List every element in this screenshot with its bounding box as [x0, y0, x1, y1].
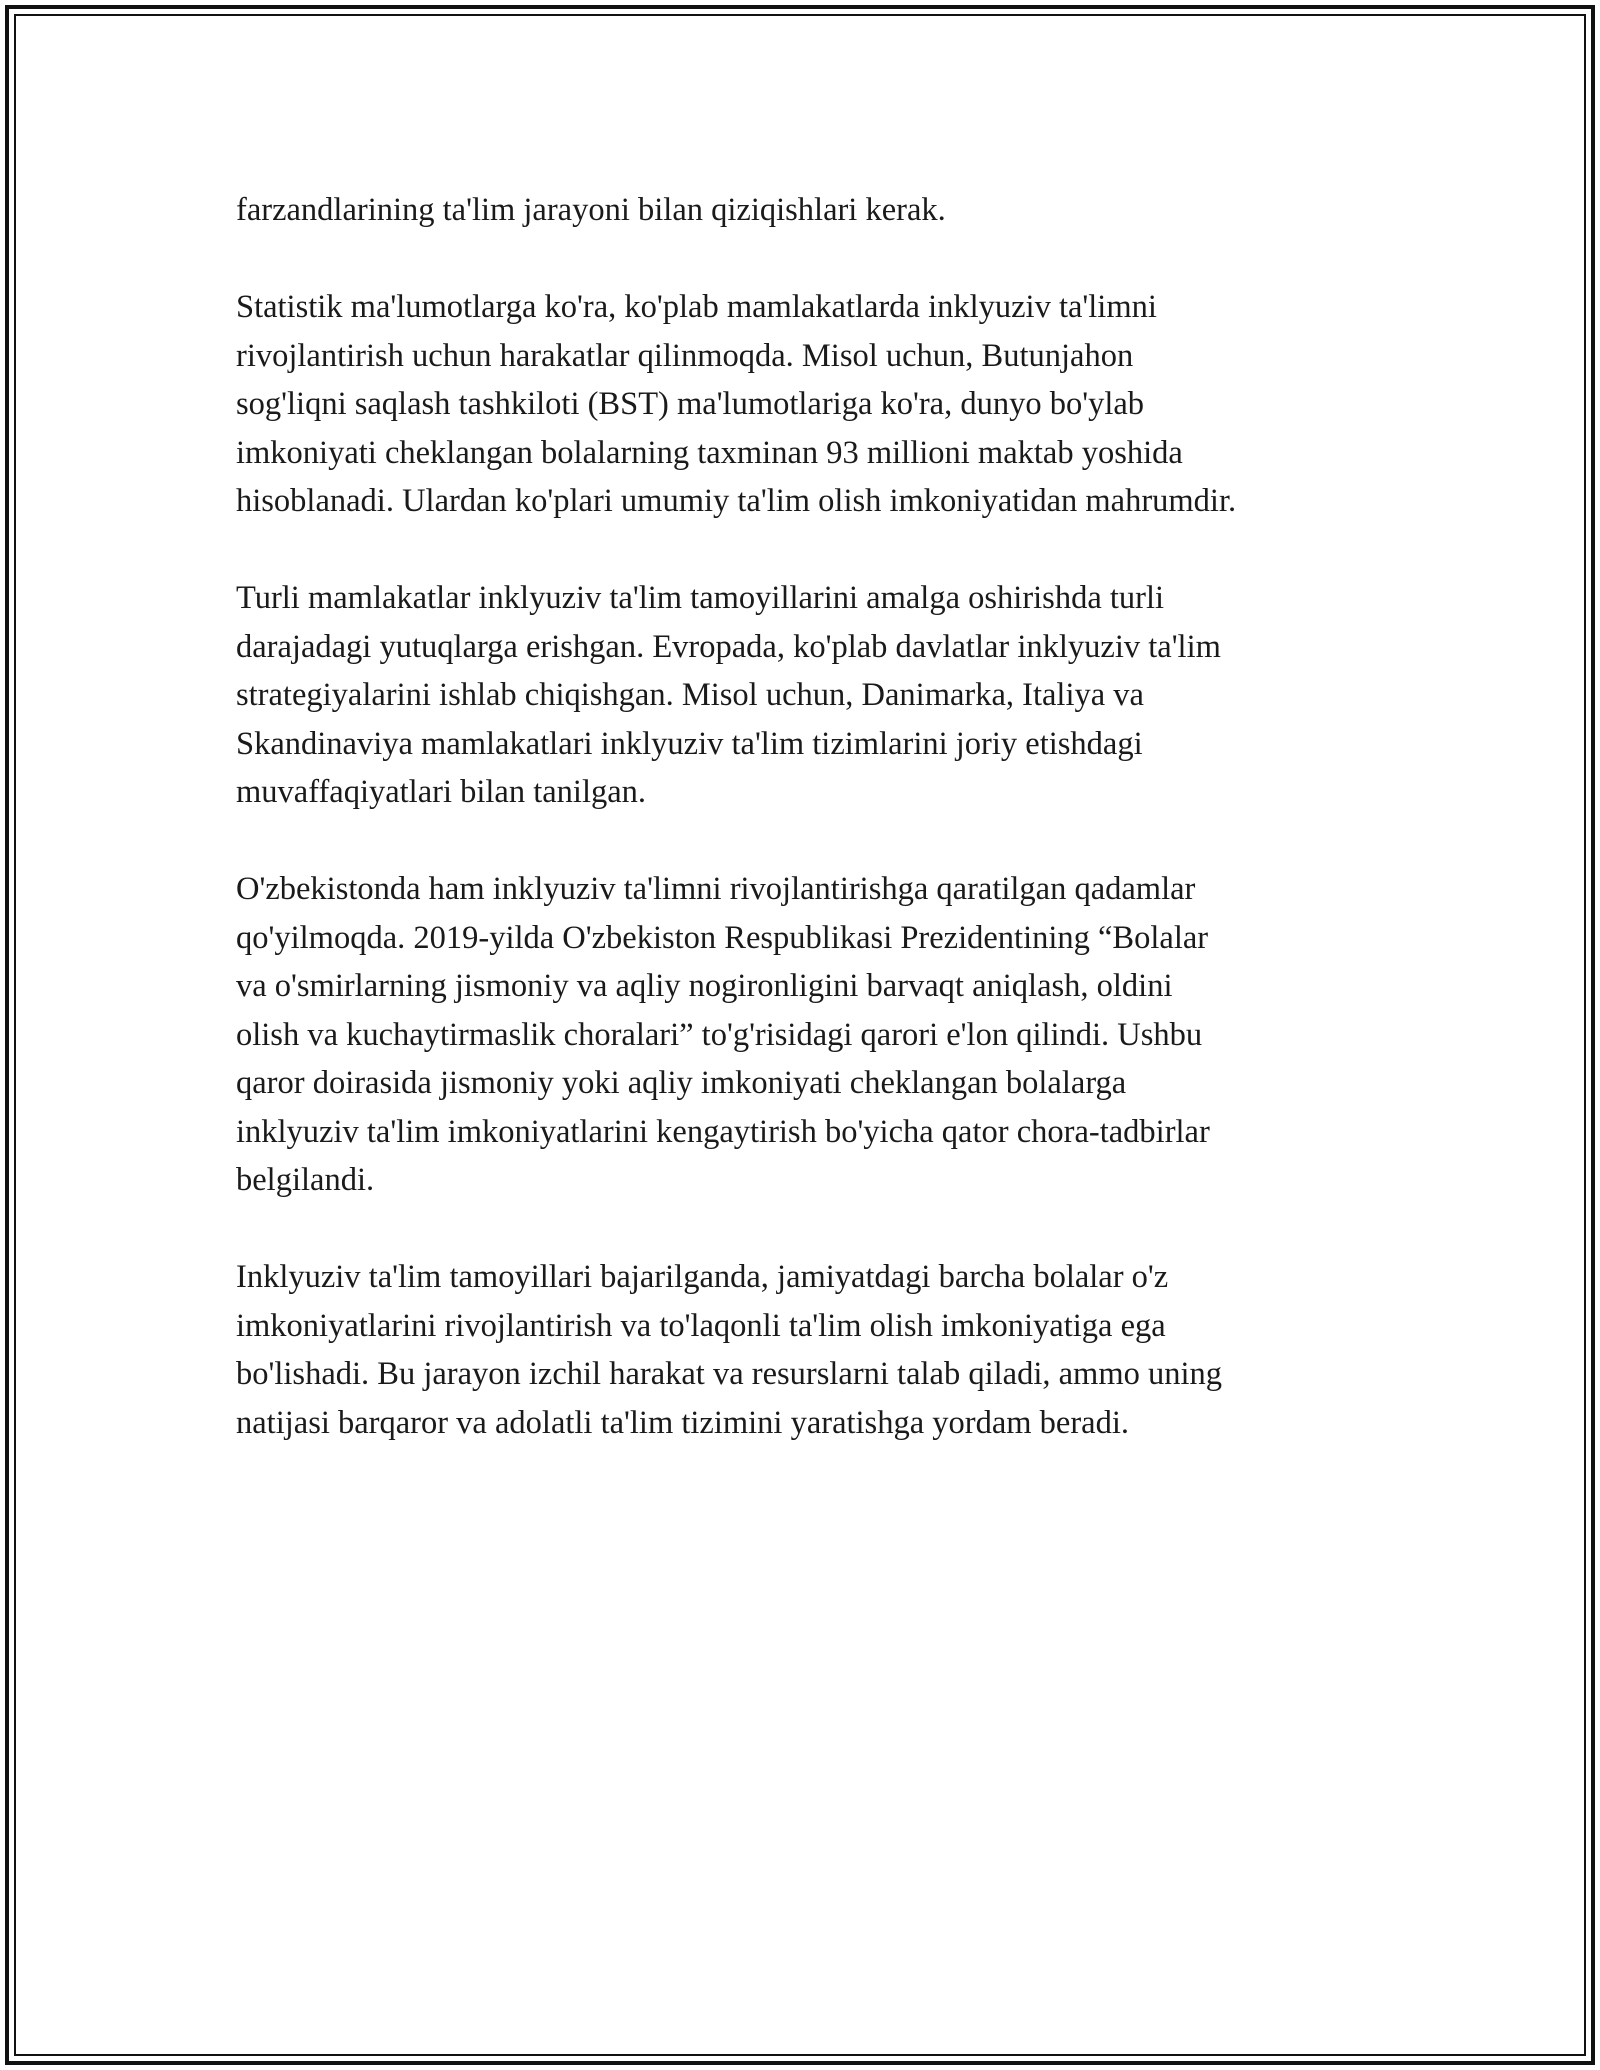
text-line: belgilandi.: [236, 1162, 375, 1198]
document-body: [236, 186, 1386, 1496]
text-line: rivojlantirish uchun harakatlar qilinmoqda. Misol uchun, Butunjahon: [236, 337, 1134, 374]
paragraph-4: [236, 865, 1386, 1205]
text-line: olish va kuchaytirmaslik choralari” to'g'risidagi qarori e'lon qilindi. Ushbu: [236, 1016, 1203, 1053]
text-line: Skandinaviya mamlakatlari inklyuziv ta'lim tizimlarini joriy etishdagi: [236, 725, 1143, 762]
paragraph-1: [236, 186, 1386, 235]
text-line: Statistik ma'lumotlarga ko'ra, ko'plab mamlakatlarda inklyuziv ta'limni: [236, 289, 1157, 325]
text-line: farzandlarining ta'lim jarayoni bilan qiziqishlari kerak.: [236, 192, 946, 228]
text-line: O'zbekistonda ham inklyuziv ta'limni rivojlantirishga qaratilgan qadamlar: [236, 871, 1196, 907]
paragraph-5: [236, 1253, 1386, 1447]
text-line: darajadagi yutuqlarga erishgan. Evropada, ko'plab davlatlar inklyuziv ta'lim: [236, 628, 1221, 665]
text-line: qo'yilmoqda. 2019-yilda O'zbekiston Respublikasi Prezidentining “Bolalar: [236, 919, 1209, 956]
text-line: imkoniyatlarini rivojlantirish va to'laqonli ta'lim olish imkoniyatiga ega: [236, 1307, 1166, 1344]
text-line: bo'lishadi. Bu jarayon izchil harakat va resurslarni talab qiladi, ammo uning: [236, 1356, 1222, 1392]
text-line: sog'liqni saqlash tashkiloti (BST) ma'lumotlariga ko'ra, dunyo bo'ylab: [236, 386, 1145, 422]
text-line: Inklyuziv ta'lim tamoyillari bajarilganda, jamiyatdagi barcha bolalar o'z: [236, 1259, 1169, 1295]
text-line: strategiyalarini ishlab chiqishgan. Misol uchun, Danimarka, Italiya va: [236, 677, 1144, 713]
text-line: va o'smirlarning jismoniy va aqliy nogironligini barvaqt aniqlash, oldini: [236, 968, 1173, 1004]
text-line: inklyuziv ta'lim imkoniyatlarini kengaytirish bo'yicha qator chora-tadbirlar: [236, 1113, 1210, 1150]
text-line: hisoblanadi. Ulardan ko'plari umumiy ta'lim olish imkoniyatidan mahrumdir.: [236, 483, 1237, 519]
text-line: natijasi barqaror va adolatli ta'lim tizimini yaratishga yordam beradi.: [236, 1404, 1129, 1441]
paragraph-3: [236, 574, 1386, 817]
text-line: imkoniyati cheklangan bolalarning taxminan 93 millioni maktab yoshida: [236, 434, 1183, 471]
paragraph-2: [236, 283, 1386, 526]
text-line: muvaffaqiyatlari bilan tanilgan.: [236, 774, 647, 810]
text-line: Turli mamlakatlar inklyuziv ta'lim tamoyillarini amalga oshirishda turli: [236, 580, 1165, 616]
text-line: qaror doirasida jismoniy yoki aqliy imkoniyati cheklangan bolalarga: [236, 1065, 1127, 1101]
